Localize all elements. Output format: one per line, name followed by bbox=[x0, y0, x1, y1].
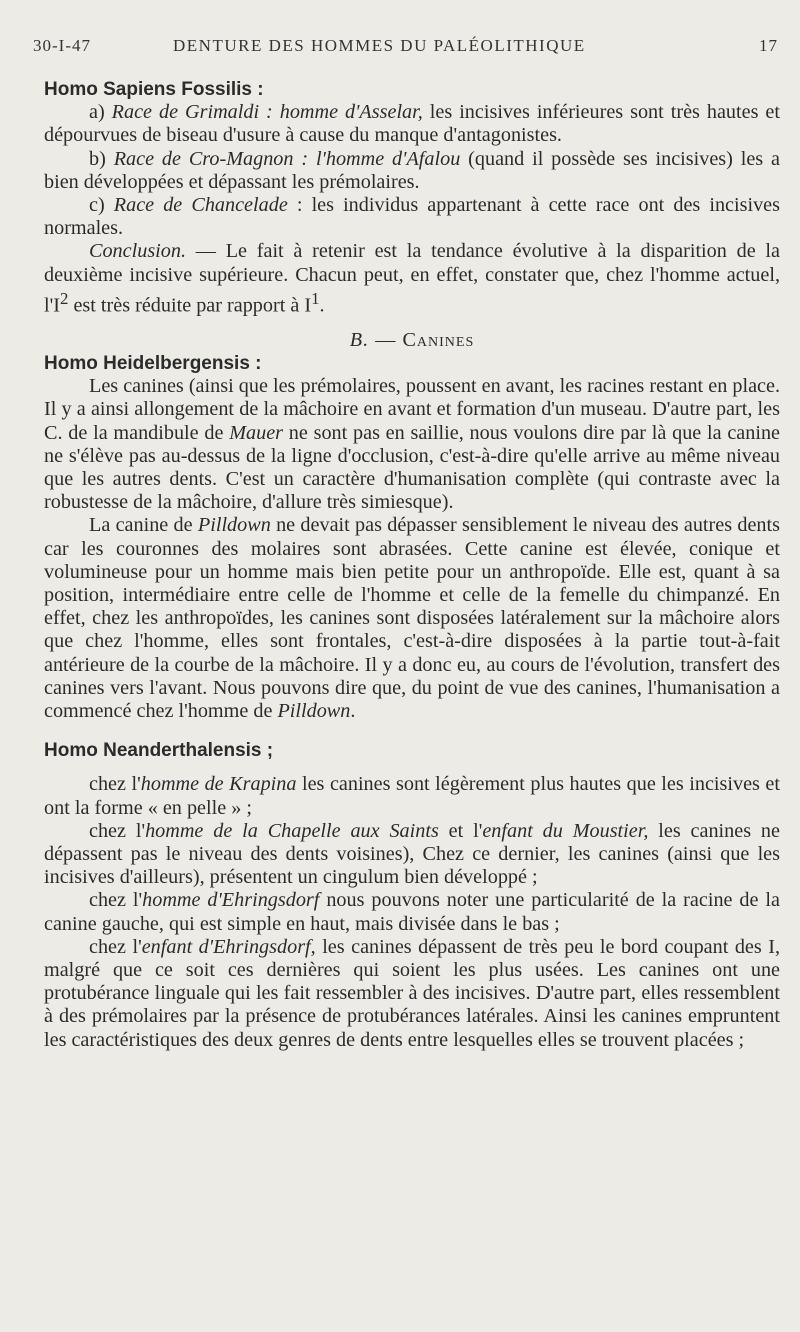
page-number: 17 bbox=[759, 36, 778, 55]
running-header bbox=[33, 36, 778, 56]
paragraph-enfant-ehringsdorf: chez l'enfant d'Ehringsdorf, les canines dépassent de très peu le bord coupant des I, malgré que ce soit ces dernières qui soient les plus usées. Les canines ont une protubérance linguale qui les fait ressembler à des incisives. D'autre part, elles ressemblent à des prémolaires par la présence de protubérances latérales. Ainsi les canines empruntent les caractéristiques des deux genres de dents entre lesquelles elles se trouvent placées ; bbox=[44, 935, 780, 1051]
paragraph-cro-magnon: b) Race de Cro-Magnon : l'homme d'Afalou (quand il possède ses incisives) les a bien développées et dépassant les prémolaires. bbox=[44, 147, 780, 193]
paragraph-krapina: chez l'homme de Krapina les canines sont légèrement plus hautes que les incisives et ont la forme « en pelle » ; bbox=[44, 773, 780, 819]
paragraph-mauer: Les canines (ainsi que les prémolaires, poussent en avant, les racines restant en place. Il y a ainsi allongement de la mâchoire en avant et formation d'un museau. D'autre part, les C. de la mandibule de Mauer ne sont pas en saillie, nous voulons dire par là que la canine ne s'élève pas au-dessus de la ligne d'occlusion, c'est-à-dire qu'elle arrive au même niveau que les autres dents. C'est un caractère d'humanisation complète (qui contraste avec la robustesse de la mâchoire, d'allure très simiesque). bbox=[44, 375, 781, 514]
paragraph-homme-ehringsdorf: chez l'homme d'Ehringsdorf nous pouvons noter une particularité de la racine de la canine gauche, qui est simple en haut, mais divisée dans le bas ; bbox=[44, 889, 780, 935]
italic-race-cro-magnon: Race de Cro-Magnon : l'homme d'Afalou bbox=[113, 147, 461, 170]
paragraph-chapelle-aux-saints: chez l'homme de la Chapelle aux Saints et l'enfant du Moustier, les canines ne dépassent pas le niveau des dents voisines), Chez ce dernier, les canines (ainsi que les incisives d'ailleurs), présentent un cingulum bien développé ; bbox=[44, 819, 780, 889]
paragraph-chancelade: c) Race de Chancelade : les individus appartenant à cette race ont des incisives normales. bbox=[44, 194, 781, 240]
heading-homo-heidelbergensis: Homo Heidelbergensis : bbox=[44, 352, 262, 374]
header-title: DENTURE DES HOMMES DU PALÉOLITHIQUE bbox=[173, 36, 586, 55]
paragraph-grimaldi: a) Race de Grimaldi : homme d'Asselar, les incisives inférieures sont très hautes et dépourvues de biseau d'usure à cause du manque d'antagonistes. bbox=[44, 101, 780, 147]
italic-race-grimaldi: Race de Grimaldi : homme d'Asselar, bbox=[111, 101, 423, 124]
page-body bbox=[44, 78, 780, 1052]
italic-race-chancelade: Race de Chancelade bbox=[113, 194, 288, 217]
paragraph-conclusion: Conclusion. — Le fait à retenir est la tendance évolutive à la disparition de la deuxième incisive supérieure. Chacun peut, en effet, constater que, chez l'homme actuel, $l'I^2$ est très réduite par rapport à $I^1$. bbox=[44, 240, 780, 317]
paragraph-pilldown: La canine de Pilldown ne devait pas dépasser sensiblement le niveau des autres dents car les couronnes des molaires sont abrasées. Cette canine est élevée, conique et volumineuse pour un homme mais bien petite pour un anthropoïde. Elle est, quant à sa position, intermédiaire entre celle de l'homme et celle de la femelle du chimpanzé. En effet, chez les anthropoïdes, les canines sont disposées latéralement sur la mâchoire alors que chez l'homme, elles sont frontales, c'est-à-dire disposées à la partie tout-à-fait antérieure de la courbe de la mâchoire. Il y a donc eu, au cours de l'évolution, transfert des canines vers l'avant. Nous pouvons dire que, du point de vue des canines, l'humanisation a commencé chez l'homme de Pilldown. bbox=[44, 514, 780, 723]
heading-homo-sapiens-fossilis: Homo Sapiens Fossilis : bbox=[44, 79, 264, 100]
header-date: 30-I-47 bbox=[33, 36, 91, 55]
section-title-canines: B. — Canines bbox=[349, 328, 475, 351]
italic-conclusion: Conclusion. bbox=[89, 240, 187, 263]
heading-homo-neanderthalensis: Homo Neanderthalensis ; bbox=[44, 740, 274, 762]
